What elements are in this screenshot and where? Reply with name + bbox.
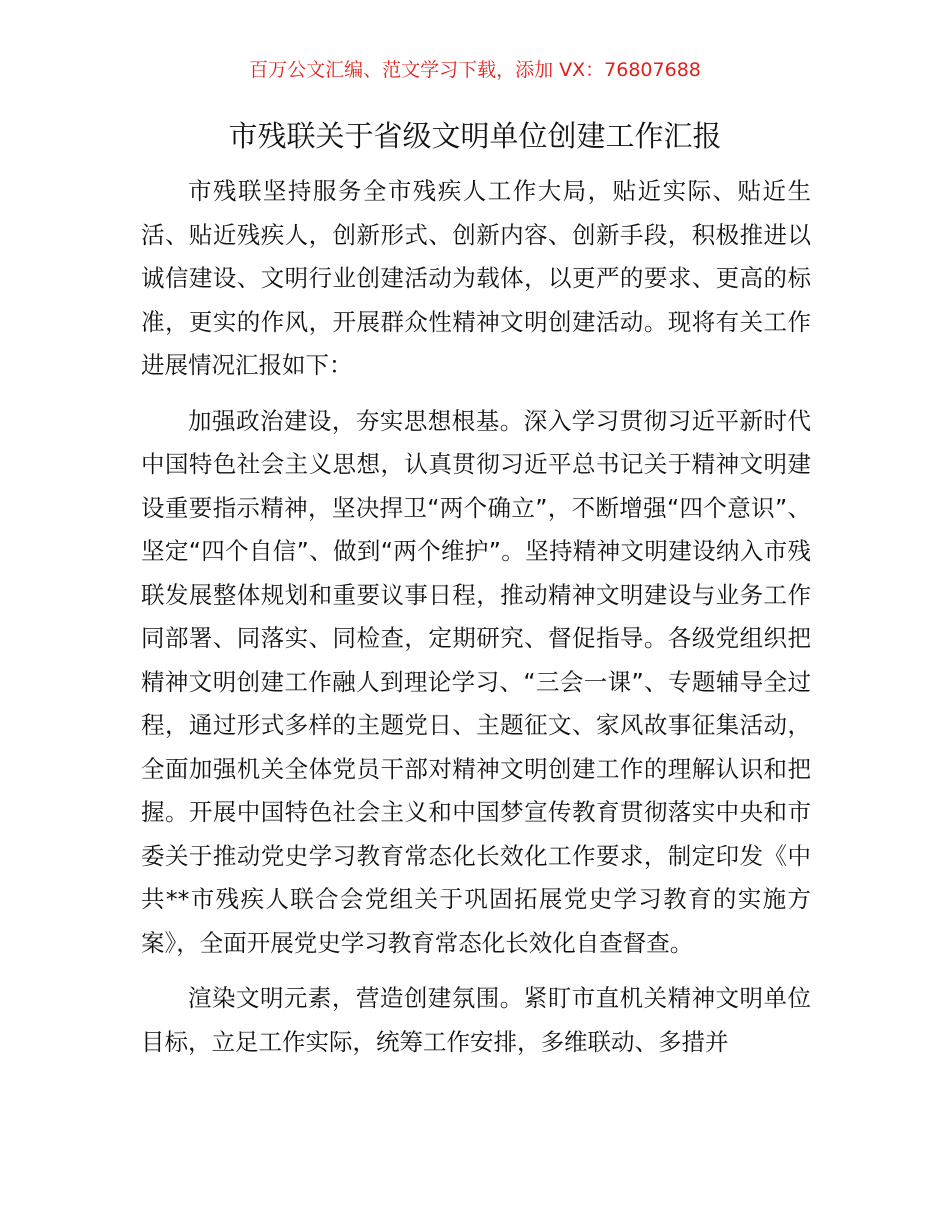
paragraph-civilization-atmosphere: 渲染文明元素，营造创建氛围。紧盯市直机关精神文明单位目标，立足工作实际，统筹工作安排，多维联动、多措并 bbox=[141, 984, 811, 1056]
document-body bbox=[141, 170, 811, 1076]
document-title: 市残联关于省级文明单位创建工作汇报 bbox=[228, 119, 722, 153]
paragraph-intro: 市残联坚持服务全市残疾人工作大局，贴近实际、贴近生活、贴近残疾人，创新形式、创新内容、创新手段，积极推进以诚信建设、文明行业创建活动为载体，以更严的要求、更高的标准，更实的作风，开展群众性精神文明创建活动。现将有关工作进展情况汇报如下： bbox=[141, 177, 811, 379]
promo-header: 百万公文汇编、范文学习下载，添加 VX：76807688 bbox=[249, 59, 701, 81]
paragraph-political-building: 加强政治建设，夯实思想根基。深入学习贯彻习近平新时代中国特色社会主义思想，认真贯彻习近平总书记关于精神文明建设重要指示精神，坚决捍卫“两个确立”，不断增强“四个意识”、坚定“四个自信”、做到“两个维护”。坚持精神文明建设纳入市残联发展整体规划和重要议事日程，推动精神文明建设与业务工作同部署、同落实、同检查，定期研究、督促指导。各级党组织把精神文明创建工作融人到理论学习、“三会一课”、专题辅导全过程，通过形式多样的主题党日、主题征文、家风故事征集活动，全面加强机关全体党员干部对精神文明创建工作的理解认识和把握。开展中国特色社会主义和中国梦宣传教育贯彻落实中央和市委关于推动党史学习教育常态化长效化工作要求，制定印发《中共**市残疾人联合会党组关于巩固拓展党史学习教育的实施方案》，全面开展党史学习教育常态化长效化自查督查。 bbox=[141, 406, 811, 957]
